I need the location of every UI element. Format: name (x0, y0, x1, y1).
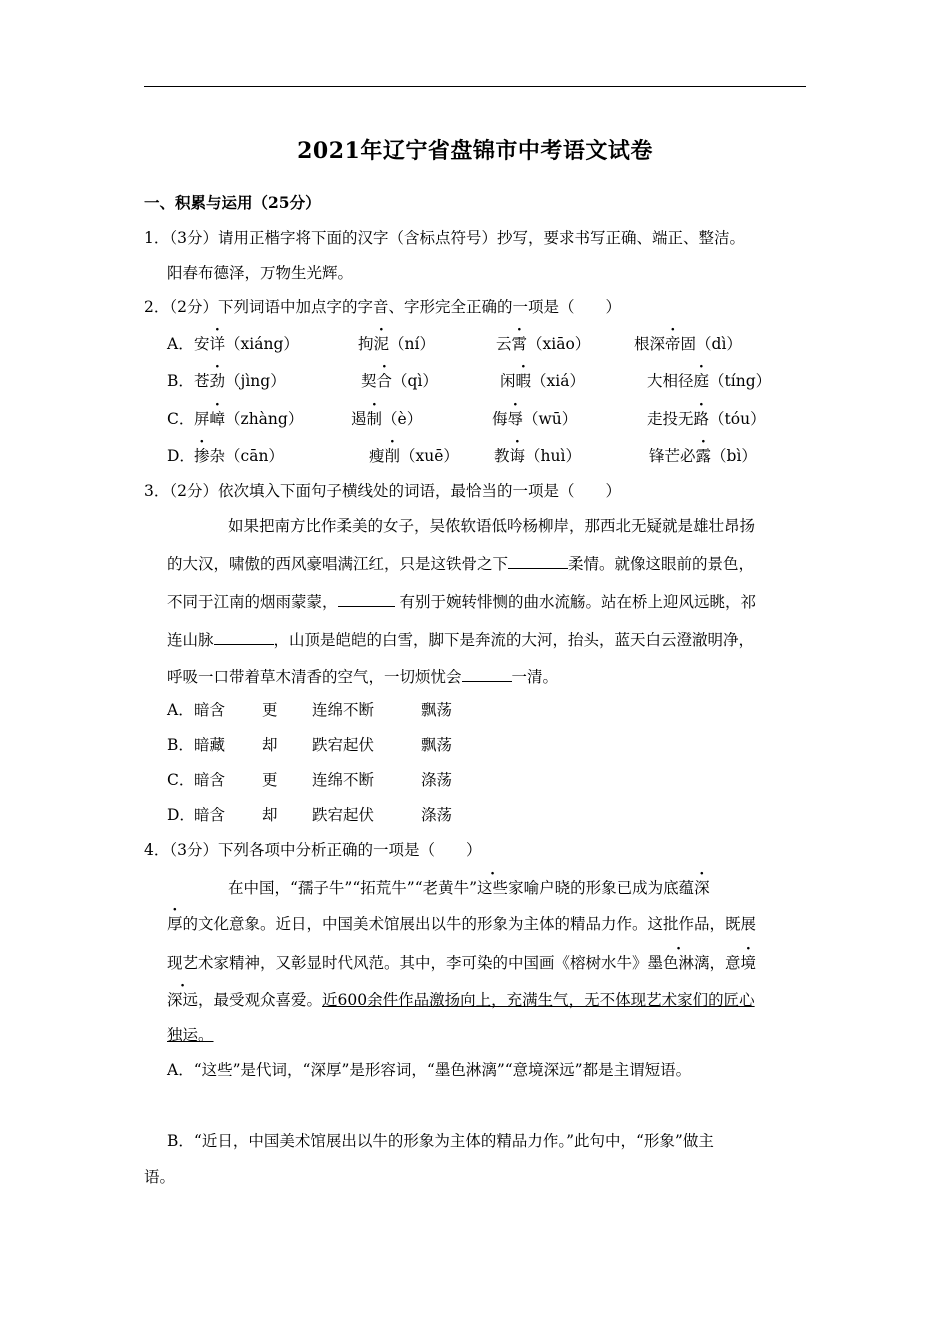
option-word: 更 (262, 701, 278, 719)
dotted-char: 帝 (665, 335, 681, 353)
dotted-char: 露 (695, 447, 712, 465)
option-word: 暗藏 (194, 736, 226, 754)
option-word: 苍劲（jìng） (194, 372, 286, 390)
dotted-text: 境 (740, 954, 757, 972)
dotted-char: 霄 (511, 335, 528, 353)
fill-blank (508, 554, 568, 569)
dotted-text: 厚 (167, 915, 183, 933)
option-label: C． (167, 410, 195, 428)
option-word: 暗含 (194, 771, 226, 789)
option-word: 教诲（huì） (494, 447, 581, 465)
dotted-char: 掺 (194, 447, 210, 465)
dotted-char: 制 (366, 410, 383, 428)
option-word: 涤荡 (421, 806, 453, 824)
q3-passage-line: 呼吸一口带着草木清香的空气，一切烦忧会 一清。 (167, 668, 559, 686)
dotted-text: 这些 (477, 879, 509, 897)
option-label: A． (167, 701, 194, 719)
q4-passage-line: 现艺术家精神，又彰显时代风范。其中，李可染的中国画《榕树水牛》墨色淋漓，意境 (167, 954, 757, 972)
q4-passage-line: 深远，最受观众喜爱。近600余件作品激扬向上，充满生气，无不体现艺术家们的匠心 (167, 991, 755, 1009)
option-label: D． (167, 806, 195, 824)
option-word: 拘泥（ní） (358, 335, 435, 353)
option-word: 却 (262, 736, 278, 754)
dotted-char: 详 (209, 335, 226, 353)
option-word: 掺杂（cān） (194, 447, 284, 465)
page-title: 2021年辽宁省盘锦市中考语文试卷 (297, 138, 653, 164)
q2-stem: 2．（2分）下列词语中加点字的字音、字形完全正确的一项是（ ） (144, 298, 621, 316)
q1-text: 阳春布德泽，万物生光辉。 (167, 264, 354, 282)
option-word: 飘荡 (421, 736, 453, 754)
underlined-sentence: 近600余件作品激扬向上，充满生气，无不体现艺术家们的匠心 (322, 991, 755, 1009)
header-rule (144, 86, 806, 87)
option-label: D． (167, 447, 195, 465)
option-word: 根深帝固（dì） (634, 335, 742, 353)
q3-passage-line: 不同于江南的烟雨蒙蒙， 有别于婉转悱恻的曲水流觞。站在桥上迎风远眺，祁 (167, 593, 756, 611)
dotted-char: 合 (376, 372, 393, 390)
underlined-sentence: 独运。 (167, 1026, 214, 1044)
dotted-char: 辱 (507, 410, 524, 428)
option-word: 飘荡 (421, 701, 453, 719)
option-word: 屏嶂（zhàng） (194, 410, 304, 428)
option-label: B． (167, 372, 194, 390)
fill-blank (338, 592, 395, 607)
option-word: 遏制（è） (351, 410, 423, 428)
q4-option-b: B．“近日，中国美术馆展出以牛的形象为主体的精品力作。”此句中，“形象”做主 (167, 1132, 714, 1150)
option-label: A． (167, 335, 194, 353)
dotted-char: 劲 (209, 372, 226, 390)
q3-passage-line: 连山脉 ，山顶是皑皑的白雪，脚下是奔流的大河，抬头，蓝天白云澄澈明净， (167, 631, 755, 649)
q3-passage-line: 如果把南方比作柔美的女子，吴侬软语低吟杨柳岸，那西北无疑就是雄壮昂扬 (228, 517, 756, 535)
fill-blank (214, 630, 274, 645)
dotted-text: 墨色淋漓 (647, 954, 710, 972)
dotted-text: 深远 (167, 991, 199, 1009)
option-word: 安详（xiáng） (194, 335, 299, 353)
option-word: 侮辱（wū） (492, 410, 578, 428)
dotted-char: 路 (693, 410, 710, 428)
option-word: 暗含 (194, 701, 226, 719)
option-word: 暗含 (194, 806, 226, 824)
section-heading: 一、积累与运用（25分） (144, 193, 321, 212)
option-word: 却 (262, 806, 278, 824)
dotted-char: 削 (384, 447, 401, 465)
dotted-char: 暇 (515, 372, 532, 390)
option-word: 契合（qì） (361, 372, 438, 390)
option-label: B． (167, 736, 194, 754)
q4-option-a: A．“这些”是代词，“深厚”是形容词，“墨色淋漓”“意境深远”都是主谓短语。 (167, 1061, 692, 1079)
option-word: 走投无路（tóu） (647, 410, 766, 428)
option-word: 锋芒必露（bì） (649, 447, 757, 465)
option-word: 跌宕起伏 (312, 736, 375, 754)
option-word: 涤荡 (421, 771, 453, 789)
q4-passage-line: 在中国，“孺子牛”“拓荒牛”“老黄牛”这些家喻户晓的形象已成为底蕴深 (228, 879, 710, 897)
q3-passage-line: 的大汉，啸傲的西风豪唱满江红，只是这铁骨之下 柔情。就像这眼前的景色， (167, 555, 755, 573)
option-label: C． (167, 771, 195, 789)
q1-stem: 1．（3分）请用正楷字将下面的汉字（含标点符号）抄写，要求书写正确、端正、整洁。 (144, 229, 745, 247)
q3-stem: 3．（2分）依次填入下面句子横线处的词语，最恰当的一项是（ ） (144, 482, 621, 500)
option-word: 连绵不断 (312, 771, 375, 789)
option-word: 瘦削（xuē） (369, 447, 459, 465)
dotted-char: 诲 (509, 447, 526, 465)
option-word: 跌宕起伏 (312, 806, 375, 824)
option-word: 云霄（xiāo） (496, 335, 591, 353)
dotted-char: 庭 (693, 372, 710, 390)
q4-stem: 4．（3分）下列各项中分析正确的一项是（ ） (144, 841, 482, 859)
dotted-char: 泥 (373, 335, 390, 353)
dotted-text: 深 (694, 879, 710, 897)
option-word: 大相径庭（tíng） (647, 372, 772, 390)
option-word: 更 (262, 771, 278, 789)
option-word: 闲暇（xiá） (500, 372, 585, 390)
q4-passage-line: 厚的文化意象。近日，中国美术馆展出以牛的形象为主体的精品力作。这批作品，既展 (167, 915, 757, 933)
q4-option-b-cont: 语。 (144, 1168, 176, 1186)
fill-blank (462, 667, 512, 682)
dotted-char: 嶂 (209, 410, 226, 428)
option-word: 连绵不断 (312, 701, 375, 719)
